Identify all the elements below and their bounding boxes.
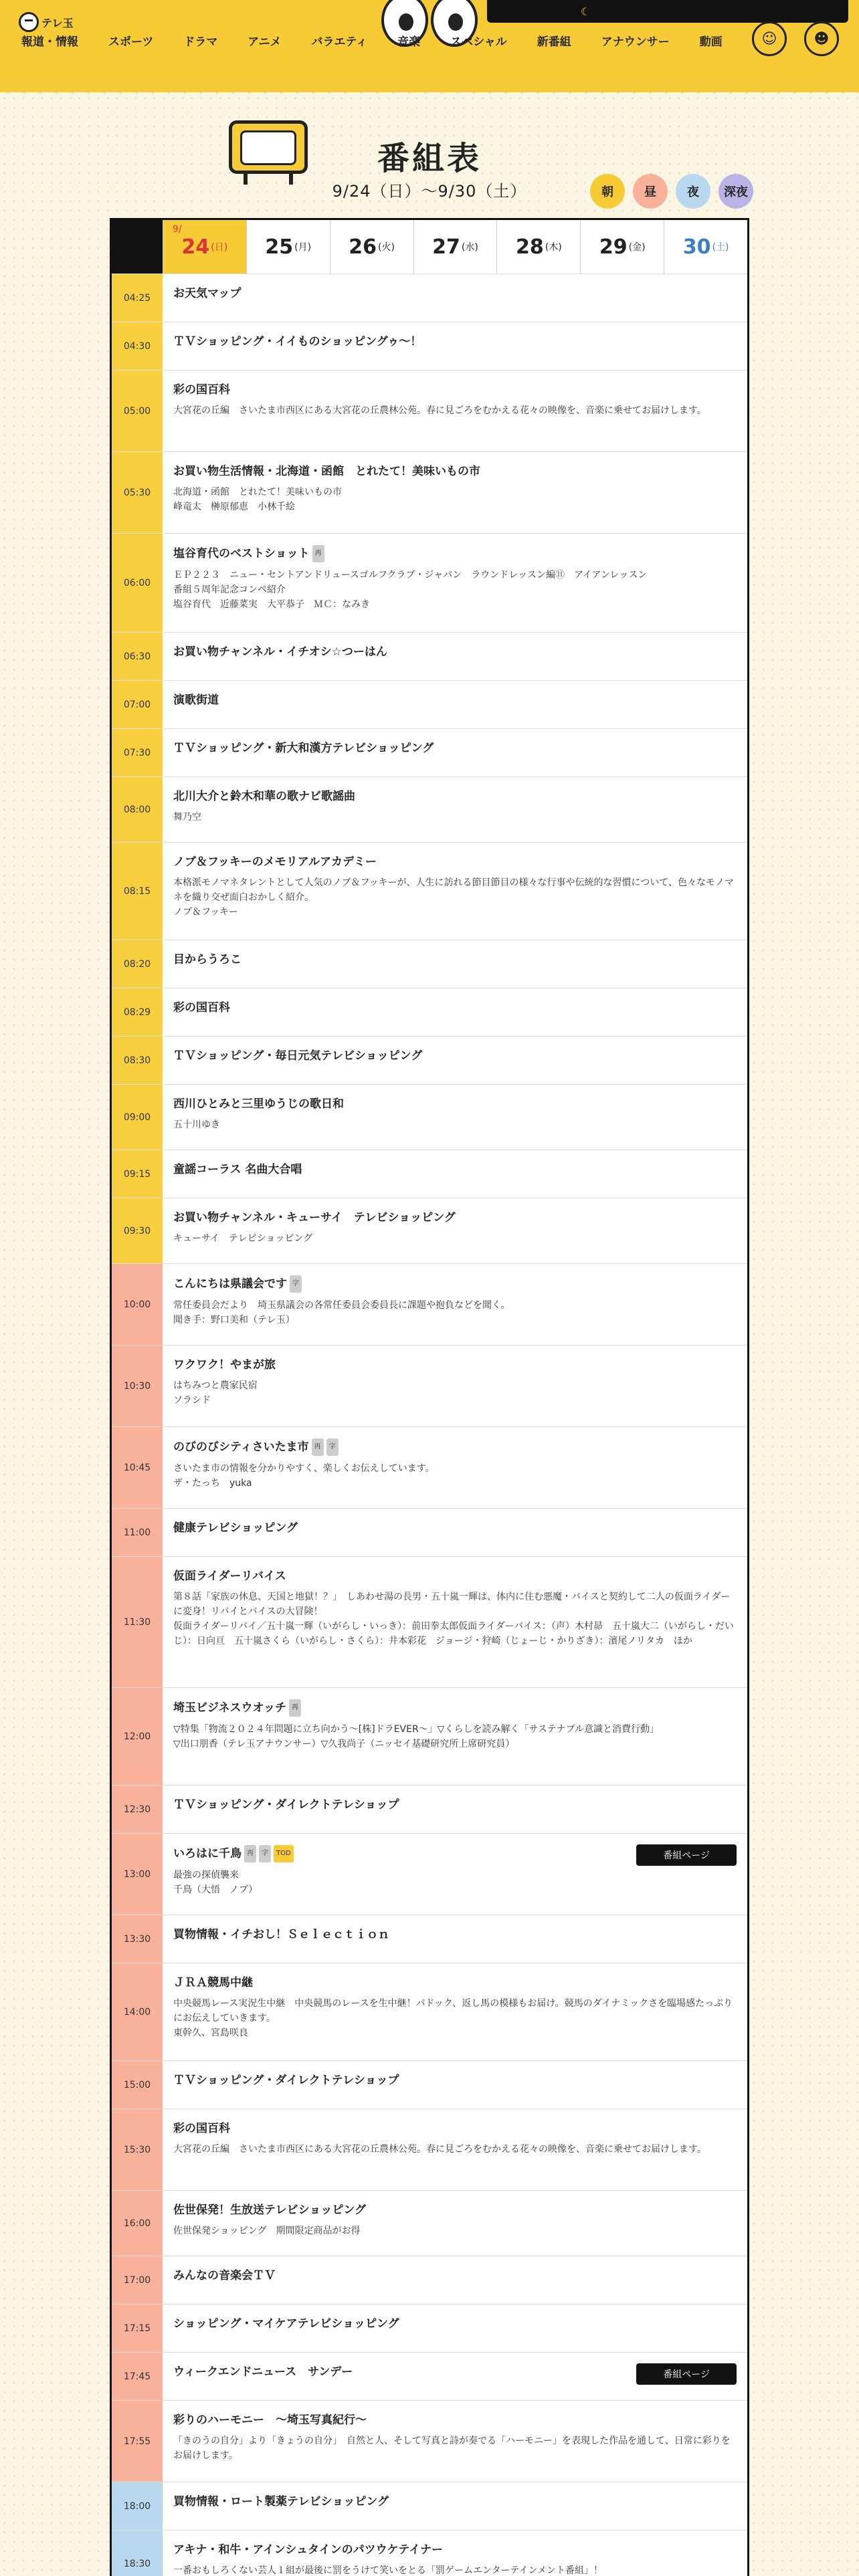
program-badge: TOD: [274, 1845, 294, 1862]
day-tab-weekday: (土): [712, 242, 729, 253]
nav-item[interactable]: 動画: [699, 35, 723, 49]
program-title[interactable]: [173, 1096, 735, 1112]
program-cell[interactable]: [163, 534, 747, 632]
program-description-line: ソラシド: [173, 1395, 211, 1406]
program-description: [173, 1996, 735, 2040]
program-title-text[interactable]: 演歌街道: [173, 693, 219, 707]
program-title-text[interactable]: 買物情報・ロート製薬テレビショッピング: [173, 2495, 389, 2508]
site-header: [0, 0, 859, 92]
program-row: [112, 274, 747, 322]
program-title-text[interactable]: 買物情報・イチおし！Ｓｅｌｅｃｔｉｏｎ: [173, 1928, 389, 1941]
program-row: [112, 2530, 747, 2576]
program-time: 15:30: [112, 2109, 163, 2190]
mascot-ears-icon[interactable]: ☻: [804, 21, 839, 56]
program-page-button[interactable]: 番組ページ: [636, 2363, 737, 2385]
program-cell[interactable]: [163, 2401, 747, 2482]
program-cell[interactable]: [163, 1346, 747, 1426]
program-title[interactable]: [173, 952, 735, 968]
day-tab[interactable]: [496, 220, 580, 274]
time-filters: [590, 174, 753, 209]
program-title[interactable]: [173, 2316, 735, 2332]
program-cell[interactable]: [163, 2531, 747, 2576]
program-time: 05:30: [112, 452, 163, 533]
program-time: 13:00: [112, 1834, 163, 1915]
mascot-face-icon[interactable]: ☺: [752, 21, 787, 56]
program-description-line: 千鳥（大悟 ノブ）: [173, 1885, 258, 1895]
program-cell[interactable]: [163, 2353, 747, 2400]
program-description-line: はちみつと農家民宿: [173, 1380, 258, 1391]
program-title-text[interactable]: こんにちは県議会です: [173, 1277, 287, 1291]
program-time: 09:15: [112, 1150, 163, 1198]
program-title[interactable]: [173, 1210, 735, 1226]
program-description-line: 北海道・函館 とれたて！美味いもの市: [173, 487, 342, 498]
program-title[interactable]: [173, 1162, 735, 1178]
program-row: [112, 1263, 747, 1345]
program-description: [173, 1231, 735, 1246]
program-row: [112, 680, 747, 728]
program-description: [173, 875, 735, 920]
program-cell[interactable]: [163, 843, 747, 940]
program-row: [112, 2256, 747, 2304]
program-cell[interactable]: [163, 1834, 747, 1915]
day-tab-month: 9/: [172, 224, 182, 235]
day-tab-date: 28: [516, 235, 544, 259]
program-title-text[interactable]: お天気マップ: [173, 287, 242, 300]
program-title-text[interactable]: いろはに千鳥: [173, 1847, 242, 1860]
program-description: [173, 1117, 735, 1132]
program-title[interactable]: [173, 854, 735, 870]
program-cell[interactable]: [163, 2482, 747, 2530]
program-description: [173, 568, 735, 612]
program-time: 14:00: [112, 1963, 163, 2060]
program-title-text[interactable]: ＴＶショッピング・イイものショッピングゥ〜！: [173, 335, 422, 348]
program-badge: 再: [312, 1438, 324, 1456]
time-filter-button[interactable]: 深夜: [719, 174, 753, 209]
time-filter-button[interactable]: 朝: [590, 174, 625, 209]
program-time: 12:30: [112, 1786, 163, 1833]
program-title[interactable]: [173, 644, 735, 660]
program-cell[interactable]: [163, 2256, 747, 2304]
program-title[interactable]: [173, 463, 735, 479]
program-title[interactable]: [173, 1275, 735, 1293]
program-time: 07:30: [112, 729, 163, 776]
program-row: [112, 2400, 747, 2482]
program-time: 07:00: [112, 681, 163, 728]
program-title-text[interactable]: 北川大介と鈴木和華の歌ナビ歌謡曲: [173, 790, 355, 803]
program-title[interactable]: [173, 2072, 735, 2088]
program-row: [112, 1345, 747, 1426]
program-cell[interactable]: [163, 2109, 747, 2190]
program-row: [112, 2109, 747, 2190]
program-title[interactable]: [173, 1000, 735, 1016]
program-row: [112, 1150, 747, 1198]
day-tab[interactable]: [580, 220, 664, 274]
day-tab-date: 30: [682, 235, 711, 259]
program-description-line: 塩谷育代 近藤菜実 大平恭子 ＭＣ：なみき: [173, 599, 370, 610]
program-cell[interactable]: [163, 1427, 747, 1508]
program-cell[interactable]: [163, 1198, 747, 1263]
nav-item[interactable]: 新番組: [537, 35, 571, 49]
program-title[interactable]: [173, 1699, 735, 1717]
program-description-line: 佐世保発ショッピング 期間限定商品がお得: [173, 2226, 361, 2236]
program-time: 17:55: [112, 2401, 163, 2482]
day-tab-date: 24: [181, 235, 210, 259]
program-title[interactable]: [173, 2202, 735, 2218]
program-cell[interactable]: [163, 1085, 747, 1150]
program-row: [112, 842, 747, 940]
program-description: [173, 2563, 735, 2576]
program-time: 18:30: [112, 2531, 163, 2576]
program-description-line: 最強の探偵襲来: [173, 1870, 239, 1881]
day-tab-date: 29: [599, 235, 628, 259]
program-time: 10:30: [112, 1346, 163, 1426]
program-title[interactable]: [173, 545, 735, 562]
program-title-text[interactable]: 目からうろこ: [173, 953, 242, 966]
program-title[interactable]: [173, 1048, 735, 1064]
program-description-line: 五十川ゆき: [173, 1119, 220, 1130]
program-title-text[interactable]: のびのびシティさいたま市: [173, 1440, 309, 1454]
program-title[interactable]: [173, 382, 735, 398]
day-tab[interactable]: [330, 220, 413, 274]
program-title-text[interactable]: 埼玉ビジネスウオッチ: [173, 1701, 286, 1715]
program-row: [112, 728, 747, 776]
program-badge: 字: [259, 1845, 271, 1862]
program-title[interactable]: [173, 1568, 735, 1584]
nav-item[interactable]: スポーツ: [108, 35, 154, 49]
program-description-line: 大宮花の丘編 さいたま市西区にある大宮花の丘農林公苑。春に見ごろをむかえる花々の映像を、音楽に乗せてお届けします。: [173, 2144, 706, 2155]
program-time: 17:15: [112, 2304, 163, 2352]
program-time: 08:15: [112, 843, 163, 940]
program-description-line: 本格派モノマネタレントとして人気のノブ＆フッキーが、人生に訪れる節目節目の様々な行事や伝統的な習慣について、色々なモノマネを織り交ぜ面白おかしく紹介。: [173, 877, 734, 903]
program-description: [173, 2142, 735, 2157]
program-cell[interactable]: [163, 1915, 747, 1963]
program-time: 04:30: [112, 322, 163, 370]
day-tab[interactable]: [246, 220, 330, 274]
program-title[interactable]: [173, 692, 735, 708]
program-title-text[interactable]: ＴＶショッピング・毎日元気テレビショッピング: [173, 1049, 423, 1063]
program-time: 12:00: [112, 1688, 163, 1785]
program-row: [112, 451, 747, 533]
program-description: [173, 1378, 735, 1408]
program-title[interactable]: [173, 2412, 735, 2428]
program-row: [112, 2304, 747, 2352]
program-cell[interactable]: [163, 322, 747, 370]
program-description-line: 舞乃空: [173, 812, 201, 823]
schedule-table: [110, 218, 749, 2576]
program-row: [112, 1833, 747, 1915]
program-title-text[interactable]: ＴＶショッピング・ダイレクトテレショップ: [173, 2074, 399, 2087]
program-title[interactable]: [173, 2542, 735, 2558]
program-title-text[interactable]: 彩の国百科: [173, 2122, 230, 2135]
program-description-line: 「きのうの自分」より「きょうの自分」 自然と人、そして写真と詩が奏でる「ハーモニー」を表現した作品を通して、日常に彩りをお届けします。: [173, 2436, 731, 2461]
search-icon[interactable]: ☾: [581, 5, 591, 18]
program-page-button[interactable]: 番組ページ: [636, 1844, 737, 1866]
program-title-text[interactable]: お買い物チャンネル・イチオシ☆つーはん: [173, 645, 387, 659]
program-title-text[interactable]: 健康テレビショッピング: [173, 1521, 298, 1535]
program-row: [112, 1036, 747, 1084]
day-tab[interactable]: [664, 220, 747, 274]
day-tab-weekday: (木): [545, 242, 562, 253]
program-title-text[interactable]: ウィークエンドニュース サンデー: [173, 2365, 353, 2379]
program-cell[interactable]: [163, 940, 747, 988]
search-bar[interactable]: [487, 0, 848, 23]
time-filter-button[interactable]: 昼: [633, 174, 668, 209]
program-description: [173, 1461, 735, 1491]
program-description: [173, 1590, 735, 1648]
program-description: [173, 2224, 735, 2238]
program-row: [112, 1556, 747, 1687]
program-description-line: ▽特集「物流２０２４年問題に立ち向かう〜[株]ドラEVER〜」▽くらしを読み解く「サステナブル意識と消費行動」: [173, 1724, 660, 1735]
program-time: 08:30: [112, 1037, 163, 1084]
program-cell[interactable]: [163, 633, 747, 680]
day-tab-weekday: (火): [378, 242, 395, 253]
program-title-text[interactable]: 西川ひとみと三里ゆうじの歌日和: [173, 1097, 344, 1111]
program-description-line: 常任委員会だより 埼玉県議会の各常任委員会委員長に課題や抱負などを聞く。: [173, 1300, 510, 1311]
program-row: [112, 1687, 747, 1785]
program-description-line: さいたま市の情報を分かりやすく、楽しくお伝えしています。: [173, 1463, 435, 1474]
program-description-line: 仮面ライダーリバイ／五十嵐一輝（いがらし・いっき）：前田拳太郎仮面ライダーバイス：（声）木村昴 五十嵐大二（いがらし・だいじ）：日向亘 五十嵐さくら（いがらし・さくら）：井本彩花 ジョージ・狩崎（じょーじ・かりざき）：濱尾ノリタカ ほか: [173, 1621, 734, 1646]
program-title[interactable]: [173, 1927, 735, 1943]
program-title-text[interactable]: みんなの音楽会ＴＶ: [173, 2269, 276, 2282]
program-cell[interactable]: [163, 1557, 747, 1687]
program-row: [112, 1198, 747, 1263]
program-row: [112, 1915, 747, 1963]
day-tab-weekday: (水): [461, 242, 478, 253]
day-tab-date: 27: [432, 235, 460, 259]
program-title[interactable]: [173, 286, 735, 302]
day-tab[interactable]: [413, 220, 497, 274]
program-row: [112, 2482, 747, 2530]
program-time: 11:30: [112, 1557, 163, 1687]
nav-item[interactable]: アナウンサー: [601, 35, 670, 49]
program-time: 06:00: [112, 534, 163, 632]
nav-item[interactable]: 音楽: [397, 35, 421, 49]
program-title-text[interactable]: お買い物生活情報・北海道・函館 とれたて！美味いもの市: [173, 465, 480, 478]
program-cell[interactable]: [163, 1688, 747, 1785]
program-cell[interactable]: [163, 1786, 747, 1833]
program-description-line: 峰竜太 榊原郁恵 小林千絵: [173, 502, 295, 512]
program-title[interactable]: [173, 1520, 735, 1536]
program-row: [112, 988, 747, 1036]
program-cell[interactable]: [163, 1509, 747, 1556]
program-time: 11:00: [112, 1509, 163, 1556]
logo-icon: [19, 12, 39, 32]
program-row: [112, 1084, 747, 1150]
program-title-text[interactable]: 塩谷育代のベストショット: [173, 547, 310, 560]
program-title-text[interactable]: ＴＶショッピング・新大和漢方テレビショッピング: [173, 742, 434, 755]
program-cell[interactable]: [163, 1963, 747, 2060]
program-time: 16:00: [112, 2191, 163, 2256]
program-title[interactable]: [173, 1975, 735, 1991]
nav-item[interactable]: バラエティ: [311, 35, 368, 49]
program-row: [112, 1508, 747, 1556]
program-description-line: キューサイ テレビショッピング: [173, 1233, 313, 1244]
program-row: [112, 2060, 747, 2109]
program-description: [173, 1722, 735, 1751]
day-tab-weekday: (日): [211, 242, 228, 253]
program-row: [112, 322, 747, 370]
program-time: 13:30: [112, 1915, 163, 1963]
program-row: [112, 1785, 747, 1833]
program-badge: 再: [312, 545, 324, 562]
logo[interactable]: [19, 12, 74, 32]
program-description-line: 東幹久、宮島咲良: [173, 2028, 248, 2038]
program-description-line: 第８話「家族の休息、天国と地獄！？」 しあわせ湯の長男・五十嵐一輝は、体内に住む悪魔・バイスと契約して二人の仮面ライダーに変身！リバイとバイスの大冒険！: [173, 1592, 731, 1617]
program-title-text[interactable]: お買い物チャンネル・キューサイ テレビショッピング: [173, 1211, 456, 1224]
program-time: 10:45: [112, 1427, 163, 1508]
program-time: 06:30: [112, 633, 163, 680]
program-title-text[interactable]: 彩りのハーモニー 〜埼玉写真紀行〜: [173, 2413, 367, 2427]
program-title-text[interactable]: アキナ・和牛・アインシュタインのパツウケテイナー: [173, 2543, 444, 2557]
day-tab-weekday: (金): [628, 242, 646, 253]
program-description: [173, 403, 735, 418]
program-badge: 再: [289, 1699, 301, 1717]
program-row: [112, 776, 747, 842]
program-title[interactable]: [173, 2268, 735, 2284]
day-tab-date: 25: [265, 235, 294, 259]
program-title-text[interactable]: 彩の国百科: [173, 1001, 230, 1014]
program-title-text[interactable]: ＴＶショッピング・ダイレクトテレショップ: [173, 1798, 399, 1812]
program-title-text[interactable]: ＪＲＡ競馬中継: [173, 1976, 253, 1990]
program-row: [112, 632, 747, 680]
program-cell[interactable]: [163, 729, 747, 776]
program-description-line: ▽出口朋香（テレ玉アナウンサー）▽久我尚子（ニッセイ基礎研究所上席研究員）: [173, 1739, 515, 1749]
program-time: 08:20: [112, 940, 163, 988]
program-title[interactable]: [173, 334, 735, 350]
program-row: [112, 1963, 747, 2060]
program-time: 04:25: [112, 274, 163, 322]
program-description-line: 中央競馬レース実況生中継 中央競馬のレースを生中継！パドック、返し馬の模様もお届け。競馬のダイナミックさを臨場感たっぷりにお伝えしていきます。: [173, 1998, 733, 2024]
time-filter-button[interactable]: 夜: [676, 174, 710, 209]
program-cell[interactable]: [163, 681, 747, 728]
program-row: [112, 370, 747, 451]
day-tab-date: 26: [349, 235, 377, 259]
program-badge: 再: [244, 1845, 256, 1862]
program-row: [112, 940, 747, 988]
program-title-text[interactable]: ノブ＆フッキーのメモリアルアカデミー: [173, 855, 377, 869]
program-list: [112, 274, 747, 2576]
program-time: 18:00: [112, 2482, 163, 2530]
nav-item[interactable]: ドラマ: [183, 35, 218, 49]
program-cell[interactable]: [163, 2061, 747, 2109]
program-title[interactable]: [173, 788, 735, 804]
program-row: [112, 2352, 747, 2400]
day-tab[interactable]: [163, 220, 246, 274]
program-title-text[interactable]: 彩の国百科: [173, 383, 230, 397]
program-cell[interactable]: [163, 777, 747, 842]
program-cell[interactable]: [163, 274, 747, 322]
program-description: [173, 2434, 735, 2463]
program-description: [173, 1298, 735, 1327]
program-badge: 字: [290, 1275, 302, 1293]
program-cell[interactable]: [163, 1264, 747, 1345]
program-time: 09:00: [112, 1085, 163, 1150]
program-row: [112, 533, 747, 632]
program-cell[interactable]: [163, 1150, 747, 1198]
program-description: [173, 810, 735, 825]
logo-text: テレ玉: [41, 16, 74, 29]
program-title-text[interactable]: 仮面ライダーリバイス: [173, 1570, 286, 1583]
program-cell[interactable]: [163, 370, 747, 451]
program-title[interactable]: [173, 2121, 735, 2137]
program-description-line: ザ・たっち yuka: [173, 1478, 252, 1489]
program-cell[interactable]: [163, 1037, 747, 1084]
program-description-line: 大宮花の丘編 さいたま市西区にある大宮花の丘農林公苑。春に見ごろをむかえる花々の映像を、音楽に乗せてお届けします。: [173, 405, 706, 416]
program-description-line: 聞き手：野口美和（テレ玉）: [173, 1315, 295, 1325]
day-tab-weekday: (月): [294, 242, 312, 253]
header-zigzag: [0, 86, 859, 102]
program-time: 15:00: [112, 2061, 163, 2109]
program-cell[interactable]: [163, 2191, 747, 2256]
day-tabs: [112, 220, 747, 274]
program-title[interactable]: [173, 1357, 735, 1373]
page-title: 番組表: [377, 140, 482, 177]
nav-item[interactable]: アニメ: [248, 35, 282, 49]
program-description-line: ノブ＆フッキー: [173, 907, 239, 918]
program-description-line: ＥＰ２２３ ニュー・セントアンドリュースゴルフクラブ・ジャパン ラウンドレッスン編⑪ アイアンレッスン: [173, 570, 648, 580]
program-description-line: 一番おもしろくない芸人１組が最後に罰をうけて笑いをとる「罰ゲームエンターテインメント番組」！: [173, 2565, 603, 2576]
date-range: 9/24（日）〜9/30（土）: [332, 182, 527, 201]
program-cell[interactable]: [163, 452, 747, 533]
program-row: [112, 2190, 747, 2256]
program-row: [112, 1426, 747, 1508]
program-cell[interactable]: [163, 988, 747, 1036]
nav-item[interactable]: スペシャル: [450, 35, 507, 49]
program-time: 09:30: [112, 1198, 163, 1263]
program-title-text[interactable]: 童謡コーラス 名曲大合唱: [173, 1163, 302, 1176]
program-time: 08:29: [112, 988, 163, 1036]
program-time: 08:00: [112, 777, 163, 842]
nav-item[interactable]: 報道・情報: [21, 35, 78, 49]
program-badge: 字: [326, 1438, 339, 1456]
program-description: [173, 1868, 735, 1897]
program-time: 17:45: [112, 2353, 163, 2400]
program-description: [173, 485, 735, 514]
title-area: [0, 114, 859, 214]
program-title[interactable]: [173, 2494, 735, 2510]
program-cell[interactable]: [163, 2304, 747, 2352]
program-title[interactable]: [173, 1797, 735, 1813]
program-time: 05:00: [112, 370, 163, 451]
program-time: 10:00: [112, 1264, 163, 1345]
program-title-text[interactable]: 佐世保発！生放送テレビショッピング: [173, 2204, 366, 2217]
program-title[interactable]: [173, 740, 735, 756]
program-time: 17:00: [112, 2256, 163, 2304]
program-description-line: 番組５周年記念コンペ紹介: [173, 584, 286, 595]
program-title-text[interactable]: ショッピング・マイケアテレビショッピング: [173, 2317, 399, 2331]
main-nav: [21, 32, 753, 49]
program-title[interactable]: [173, 1438, 735, 1456]
program-title-text[interactable]: ワクワク！やまが旅: [173, 1358, 276, 1372]
